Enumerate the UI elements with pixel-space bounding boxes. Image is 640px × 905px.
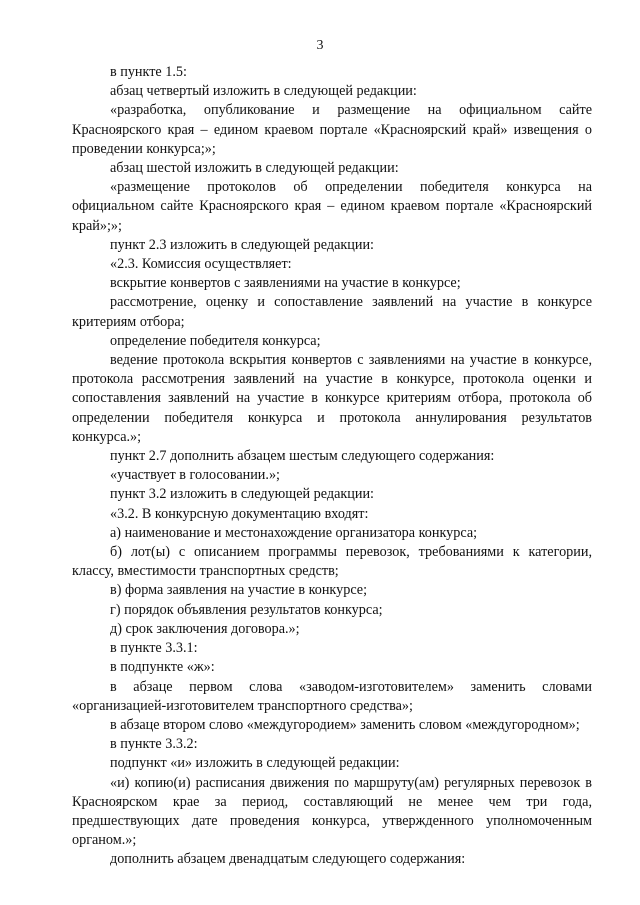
paragraph: в пункте 3.3.2: — [110, 736, 198, 753]
paragraph: в абзаце первом слова «заводом-изготовителем» заменить словами «организацией-изготовителем транспортного средства»; — [72, 678, 592, 714]
paragraph: «2.3. Комиссия осуществляет: — [110, 256, 292, 273]
paragraph: б) лот(ы) с описанием программы перевозок, требованиями к категории, классу, вместимости транспортных средств; — [72, 544, 592, 580]
paragraph: «и) копию(и) расписания движения по маршруту(ам) регулярных перевозок в Красноярском крае за период, составляющий не менее чем три года, предшествующих дате проведения конкурса, утвержденного уполномоченным органом.»; — [72, 774, 592, 849]
paragraph: г) порядок объявления результатов конкурса; — [110, 601, 383, 618]
paragraph: в абзаце втором слово «междугородием» заменить словом «междугородном»; — [110, 716, 580, 733]
paragraph: ведение протокола вскрытия конвертов с заявлениями на участие в конкурсе, протокола рассмотрения заявлений на участие в конкурсе, протокола оценки и сопоставления заявлений на участие в конкурсе критериям отбора, протокола об определении победителя конкурса и протокола аннулирования результатов конкурса.»; — [72, 352, 592, 445]
paragraph: «3.2. В конкурсную документацию входят: — [110, 505, 369, 522]
document-body — [72, 63, 592, 870]
paragraph: абзац четвертый изложить в следующей редакции: — [110, 83, 417, 100]
paragraph: определение победителя конкурса; — [110, 332, 321, 349]
paragraph: «размещение протоколов об определении победителя конкурса на официальном сайте Красноярского края – едином краевом портале «Красноярский край»;»; — [72, 179, 592, 234]
paragraph: абзац шестой изложить в следующей редакции: — [110, 160, 399, 177]
paragraph: рассмотрение, оценку и сопоставление заявлений на участие в конкурсе критериям отбора; — [72, 294, 592, 330]
paragraph: «разработка, опубликование и размещение на официальном сайте Красноярского края – едином краевом портале «Красноярский край» извещения о проведении конкурса;»; — [72, 102, 592, 157]
paragraph: подпункт «и» изложить в следующей редакции: — [110, 755, 400, 772]
paragraph: в пункте 3.3.1: — [110, 640, 198, 657]
paragraph: дополнить абзацем двенадцатым следующего содержания: — [110, 851, 466, 868]
paragraph: д) срок заключения договора.»; — [110, 620, 300, 637]
paragraph: а) наименование и местонахождение организатора конкурса; — [110, 524, 478, 541]
paragraph: вскрытие конвертов с заявлениями на участие в конкурсе; — [110, 275, 461, 292]
paragraph: пункт 2.7 дополнить абзацем шестым следующего содержания: — [110, 448, 495, 465]
paragraph: пункт 3.2 изложить в следующей редакции: — [110, 486, 374, 503]
paragraph: в пункте 1.5: — [110, 64, 187, 80]
paragraph: пункт 2.3 изложить в следующей редакции: — [110, 236, 374, 253]
page-number: 3 — [316, 38, 324, 53]
paragraph: «участвует в голосовании.»; — [110, 467, 280, 484]
paragraph: в подпункте «ж»: — [110, 659, 215, 676]
paragraph: в) форма заявления на участие в конкурсе; — [110, 582, 368, 599]
